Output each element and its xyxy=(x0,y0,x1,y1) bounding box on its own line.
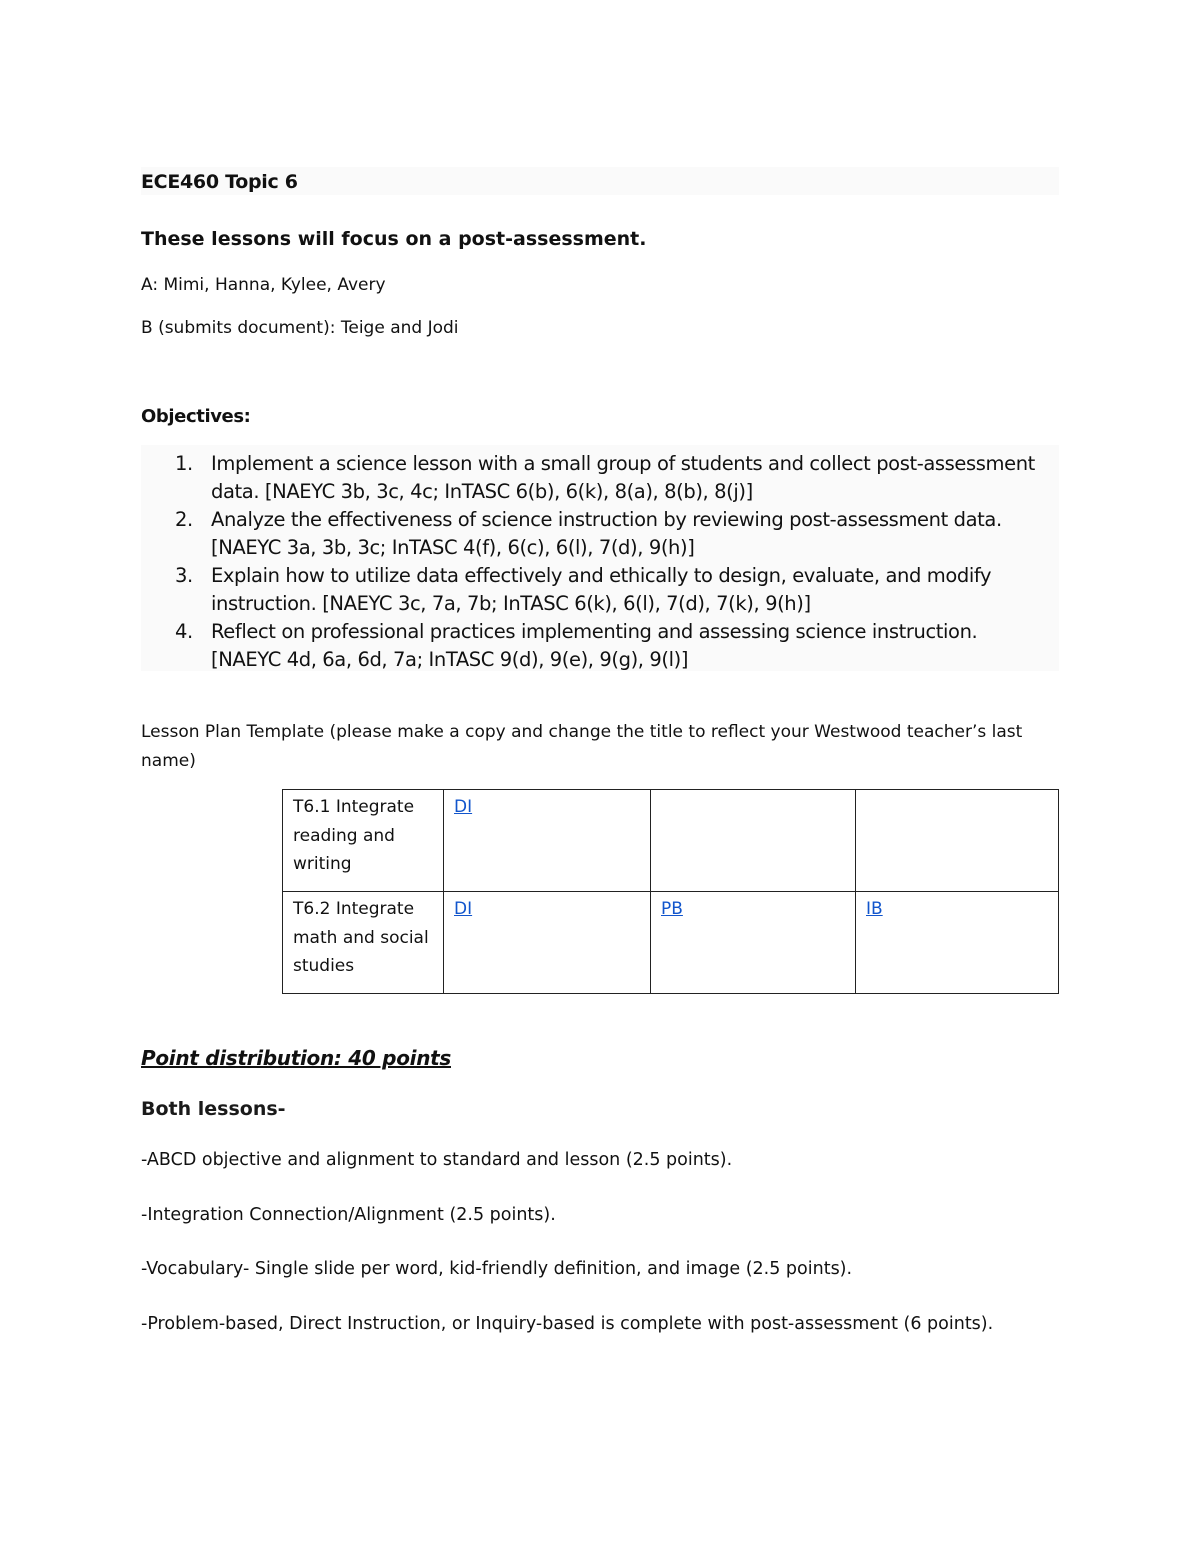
objective-number: 4. xyxy=(175,620,193,643)
objective-text-line: [NAEYC 3a, 3b, 3c; InTASC 4(f), 6(c), 6(l), 7(d), 9(h)] xyxy=(211,536,695,559)
table-row xyxy=(283,790,1059,892)
point-distribution-heading: Point distribution: 40 points xyxy=(141,1046,451,1070)
group-a-members: A: Mimi, Hanna, Kylee, Avery xyxy=(141,275,386,295)
focus-statement: These lessons will focus on a post-assessment. xyxy=(141,228,647,250)
objective-number: 2. xyxy=(175,508,193,531)
ib-link[interactable]: IB xyxy=(866,899,883,919)
objective-number: 1. xyxy=(175,452,193,475)
label-line: T6.2 Integrate xyxy=(293,899,415,919)
table-cell xyxy=(651,892,856,994)
lesson-links-table xyxy=(282,789,1059,994)
table-row xyxy=(283,892,1059,994)
objectives-heading: Objectives: xyxy=(141,406,251,427)
objective-text-line: Reflect on professional practices implementing and assessing science instruction. xyxy=(211,620,978,643)
criteria-item: -Vocabulary- Single slide per word, kid-friendly definition, and image (2.5 points). xyxy=(141,1259,853,1279)
objective-number: 3. xyxy=(175,564,193,587)
table-cell xyxy=(651,790,856,892)
objectives-list xyxy=(141,450,1059,674)
di-link[interactable]: DI xyxy=(454,797,473,817)
di-link[interactable]: DI xyxy=(454,899,473,919)
objective-text-line: Implement a science lesson with a small group of students and collect post-assessment xyxy=(211,452,1035,475)
objective-item xyxy=(141,562,1059,618)
lesson-plan-template-note xyxy=(141,718,1059,776)
label-line: studies xyxy=(293,956,355,976)
table-cell xyxy=(444,892,651,994)
both-lessons-heading: Both lessons- xyxy=(141,1098,286,1120)
table-cell xyxy=(444,790,651,892)
objective-item xyxy=(141,450,1059,506)
table-cell xyxy=(856,892,1059,994)
objective-text-line: instruction. [NAEYC 3c, 7a, 7b; InTASC 6(k), 6(l), 7(d), 7(k), 9(h)] xyxy=(211,592,811,615)
objective-item xyxy=(141,506,1059,562)
label-line: writing xyxy=(293,854,352,874)
table-cell xyxy=(856,790,1059,892)
template-note-line: Lesson Plan Template (please make a copy and change the title to reflect your Westwood teacher’s last xyxy=(141,722,1023,742)
table-cell-label xyxy=(283,790,444,892)
objective-text-line: data. [NAEYC 3b, 3c, 4c; InTASC 6(b), 6(k), 8(a), 8(b), 8(j)] xyxy=(211,480,753,503)
page-title: ECE460 Topic 6 xyxy=(141,171,298,193)
objective-text-line: Analyze the effectiveness of science instruction by reviewing post-assessment data. xyxy=(211,508,1002,531)
criteria-list xyxy=(141,1150,1059,1368)
objective-text-line: Explain how to utilize data effectively and ethically to design, evaluate, and modify xyxy=(211,564,992,587)
label-line: math and social xyxy=(293,927,429,948)
table-cell-label xyxy=(283,892,444,994)
group-b-members: B (submits document): Teige and Jodi xyxy=(141,318,459,338)
criteria-item: -Integration Connection/Alignment (2.5 points). xyxy=(141,1204,556,1225)
template-note-line: name) xyxy=(141,751,196,771)
pb-link[interactable]: PB xyxy=(661,899,683,919)
label-line: reading and xyxy=(293,825,395,846)
criteria-item: -Problem-based, Direct Instruction, or Inquiry-based is complete with post-assessment (6 points). xyxy=(141,1313,994,1334)
criteria-item: -ABCD objective and alignment to standard and lesson (2.5 points). xyxy=(141,1150,733,1170)
label-line: T6.1 Integrate xyxy=(293,797,415,817)
objective-text-line: [NAEYC 4d, 6a, 6d, 7a; InTASC 9(d), 9(e), 9(g), 9(l)] xyxy=(211,648,689,671)
objective-item xyxy=(141,618,1059,674)
